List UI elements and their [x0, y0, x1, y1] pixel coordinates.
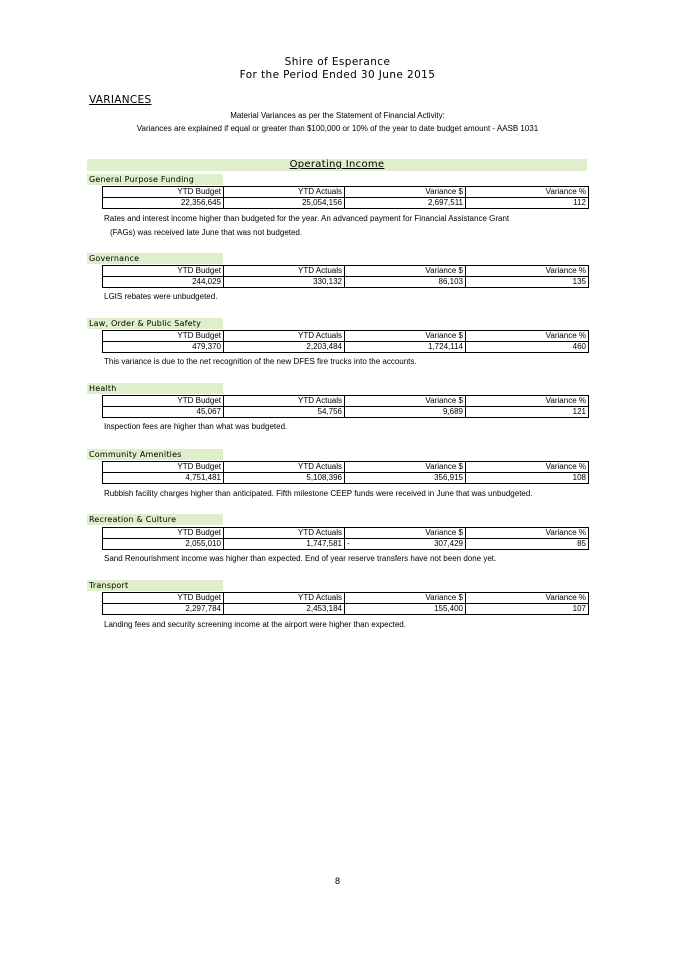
section-label: Recreation & Culture — [87, 514, 223, 525]
ytd-budget-cell: 2,297,784 — [103, 604, 224, 615]
operating-income-title: Operating Income — [289, 159, 385, 170]
variance-note: This variance is due to the net recognition of the new DFES fire trucks into the accounts. — [104, 357, 417, 366]
column-header: Variance $ — [345, 396, 466, 407]
ytd-budget-cell: 22,356,645 — [103, 198, 224, 209]
column-header: Variance $ — [345, 593, 466, 604]
page-number: 8 — [334, 876, 340, 886]
table-header-row — [103, 528, 589, 539]
column-header: Variance $ — [345, 187, 466, 198]
column-header: Variance % — [466, 266, 589, 277]
variance-table — [102, 395, 589, 418]
variance-percent-cell: 135 — [466, 277, 589, 288]
variance-percent-cell: 108 — [466, 473, 589, 484]
variance-amount-cell: 1,724,114 — [345, 342, 466, 353]
column-header: YTD Budget — [103, 462, 224, 473]
column-header: Variance % — [466, 462, 589, 473]
variance-amount-cell — [345, 539, 466, 550]
variance-note: Rates and interest income higher than budgeted for the year. An advanced payment for Financial Assistance Grant — [104, 214, 510, 223]
variance-percent-cell: 85 — [466, 539, 589, 550]
column-header: YTD Budget — [103, 266, 224, 277]
variance-amount-cell: 155,400 — [345, 604, 466, 615]
ytd-budget-cell: 4,751,481 — [103, 473, 224, 484]
table-row — [103, 198, 589, 209]
variance-percent-cell: 460 — [466, 342, 589, 353]
table-row — [103, 342, 589, 353]
section-label: Health — [87, 383, 223, 394]
column-header: YTD Budget — [103, 187, 224, 198]
variance-note: Landing fees and security screening income at the airport were higher than expected. — [104, 620, 406, 629]
negative-sign: - — [347, 539, 350, 548]
organisation-title: Shire of Esperance — [284, 56, 391, 68]
subtitle-material-variances: Material Variances as per the Statement of Financial Activity: — [230, 111, 445, 120]
variance-note-continued: (FAGs) was received late June that was not budgeted. — [110, 228, 303, 237]
column-header: Variance $ — [345, 528, 466, 539]
section-label: General Purpose Funding — [87, 174, 223, 185]
variance-table — [102, 330, 589, 353]
ytd-actuals-cell: 5,108,396 — [224, 473, 345, 484]
column-header: YTD Actuals — [224, 266, 345, 277]
column-header: YTD Budget — [103, 528, 224, 539]
period-title: For the Period Ended 30 June 2015 — [239, 69, 436, 81]
variance-table — [102, 527, 589, 550]
ytd-budget-cell: 244,029 — [103, 277, 224, 288]
variance-table — [102, 592, 589, 615]
variance-amount-cell: 86,103 — [345, 277, 466, 288]
table-header-row — [103, 187, 589, 198]
table-row — [103, 277, 589, 288]
subtitle-variance-threshold: Variances are explained if equal or greater than $100,000 or 10% of the year to date budget amount - AASB 1031 — [136, 124, 539, 133]
variance-table — [102, 461, 589, 484]
table-header-row — [103, 462, 589, 473]
ytd-actuals-cell: 330,132 — [224, 277, 345, 288]
column-header: YTD Actuals — [224, 187, 345, 198]
ytd-budget-cell: 479,370 — [103, 342, 224, 353]
column-header: Variance % — [466, 593, 589, 604]
column-header: Variance % — [466, 331, 589, 342]
column-header: YTD Actuals — [224, 593, 345, 604]
table-header-row — [103, 396, 589, 407]
column-header: YTD Budget — [103, 396, 224, 407]
ytd-actuals-cell: 54,756 — [224, 407, 345, 418]
ytd-actuals-cell: 2,453,184 — [224, 604, 345, 615]
column-header: YTD Budget — [103, 331, 224, 342]
ytd-actuals-cell: 1,747,581 — [224, 539, 345, 550]
column-header: YTD Actuals — [224, 396, 345, 407]
table-row — [103, 473, 589, 484]
ytd-budget-cell: 2,055,010 — [103, 539, 224, 550]
variance-amount-cell: 2,697,511 — [345, 198, 466, 209]
variance-table — [102, 265, 589, 288]
variance-note: Inspection fees are higher than what was budgeted. — [104, 422, 288, 431]
table-row — [103, 604, 589, 615]
section-label: Community Amenities — [87, 449, 223, 460]
table-row — [103, 407, 589, 418]
operating-income-band — [87, 159, 587, 171]
variance-table — [102, 186, 589, 209]
column-header: YTD Actuals — [224, 331, 345, 342]
column-header: Variance $ — [345, 331, 466, 342]
variance-note: Rubbish facility charges higher than anticipated. Fifth milestone CEEP funds were received in June that was unbudgeted. — [104, 489, 533, 498]
variance-amount-cell: 356,915 — [345, 473, 466, 484]
column-header: Variance % — [466, 396, 589, 407]
variance-note: LGIS rebates were unbudgeted. — [104, 292, 218, 301]
variance-percent-cell: 121 — [466, 407, 589, 418]
column-header: Variance % — [466, 528, 589, 539]
column-header: YTD Actuals — [224, 462, 345, 473]
variance-percent-cell: 112 — [466, 198, 589, 209]
variance-note: Sand Renourishment income was higher than expected. End of year reserve transfers have not been done yet. — [104, 554, 497, 563]
section-label: Governance — [87, 253, 223, 264]
column-header: YTD Actuals — [224, 528, 345, 539]
ytd-actuals-cell: 25,054,156 — [224, 198, 345, 209]
table-header-row — [103, 593, 589, 604]
section-label: Transport — [87, 580, 223, 591]
table-header-row — [103, 266, 589, 277]
table-header-row — [103, 331, 589, 342]
column-header: Variance $ — [345, 266, 466, 277]
column-header: YTD Budget — [103, 593, 224, 604]
ytd-actuals-cell: 2,203,484 — [224, 342, 345, 353]
table-row — [103, 539, 589, 550]
variance-amount-value: 307,429 — [434, 539, 463, 548]
ytd-budget-cell: 45,067 — [103, 407, 224, 418]
column-header: Variance % — [466, 187, 589, 198]
section-heading: VARIANCES — [89, 94, 152, 106]
column-header: Variance $ — [345, 462, 466, 473]
variance-amount-cell: 9,689 — [345, 407, 466, 418]
variance-percent-cell: 107 — [466, 604, 589, 615]
section-label: Law, Order & Public Safety — [87, 318, 223, 329]
